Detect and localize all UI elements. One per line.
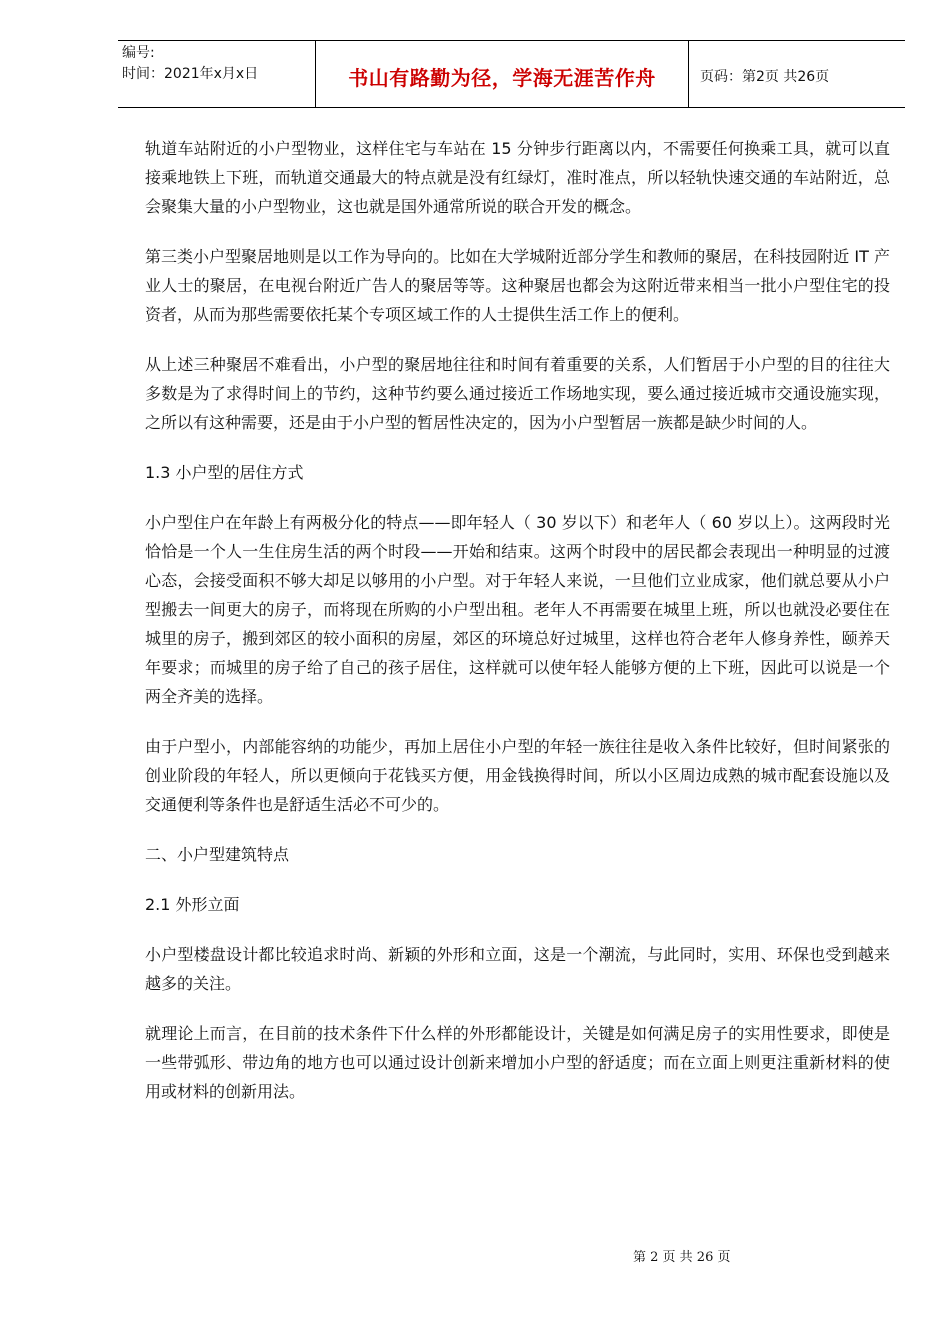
time-label: 时间：2021年x月x日 bbox=[122, 66, 259, 82]
paragraph: 从上述三种聚居不难看出，小户型的聚居地往往和时间有着重要的关系，人们暂居于小户型的目的往往大多数是为了求得时间上的节约，这种节约要么通过接近工作场地实现，要么通过接近城市交通设施实现，之所以有这种需要，还是由于小户型的暂居性决定的，因为小户型暂居一族都是缺少时间的人。 bbox=[145, 355, 890, 432]
chapter-heading: 二、小户型建筑特点 bbox=[145, 845, 290, 864]
paragraph: 就理论上而言，在目前的技术条件下什么样的外形都能设计，关键是如何满足房子的实用性要求，即使是一些带弧形、带边角的地方也可以通过设计创新来增加小户型的舒适度；而在立面上则更注重新材料的使用或材料的创新用法。 bbox=[145, 1024, 890, 1101]
paragraph: 小户型楼盘设计都比较追求时尚、新颖的外形和立面，这是一个潮流，与此同时，实用、环保也受到越来越多的关注。 bbox=[145, 945, 890, 993]
page-header bbox=[118, 40, 905, 108]
header-divider bbox=[688, 41, 689, 107]
paragraph: 轨道车站附近的小户型物业，这样住宅与车站在 15 分钟步行距离以内，不需要任何换乘工具，就可以直接乘地铁上下班，而轨道交通最大的特点就是没有红绿灯，准时准点，所以轻轨快速交通的车站附近，总会聚集大量的小户型物业，这也就是国外通常所说的联合开发的概念。 bbox=[145, 139, 890, 216]
paragraph: 由于户型小，内部能容纳的功能少，再加上居住小户型的年轻一族往往是收入条件比较好，但时间紧张的创业阶段的年轻人，所以更倾向于花钱买方便，用金钱换得时间，所以小区周边成熟的城市配套设施以及交通便利等条件也是舒适生活必不可少的。 bbox=[145, 737, 890, 814]
paragraph: 小户型住户在年龄上有两极分化的特点——即年轻人（ 30 岁以下）和老年人（ 60 岁以上）。这两段时光恰恰是一个人一生住房生活的两个时段——开始和结束。这两个时段中的居民都会表现出一种明显的过渡心态，会接受面积不够大却足以够用的小户型。对于年轻人来说，一旦他们立业成家，他们就总要从小户型搬去一间更大的房子，而将现在所购的小户型出租。老年人不再需要在城里上班，所以也就没必要住在城里的房子，搬到郊区的较小面积的房屋，郊区的环境总好过城里，这样也符合老年人修身养性，颐养天年要求；而城里的房子给了自己的孩子居住，这样就可以使年轻人能够方便的上下班，因此可以说是一个两全齐美的选择。 bbox=[145, 513, 890, 706]
number-label: 编号: bbox=[122, 45, 155, 61]
header-motto: 书山有路勤为径，学海无涯苦作舟 bbox=[348, 66, 656, 90]
header-meta bbox=[122, 43, 317, 85]
header-page-info: 页码：第2页 共26页 bbox=[700, 69, 830, 85]
page-footer: 第 2 页 共 26 页 bbox=[633, 1250, 731, 1265]
section-heading: 1.3 小户型的居住方式 bbox=[145, 463, 304, 482]
section-heading: 2.1 外形立面 bbox=[145, 895, 240, 914]
paragraph: 第三类小户型聚居地则是以工作为导向的。比如在大学城附近部分学生和教师的聚居，在科技园附近 IT 产业人士的聚居，在电视台附近广告人的聚居等等。这种聚居也都会为这附近带来相当一批小户型住宅的投资者，从而为那些需要依托某个专项区域工作的人士提供生活工作上的便利。 bbox=[145, 247, 890, 324]
document-body bbox=[145, 134, 890, 1127]
